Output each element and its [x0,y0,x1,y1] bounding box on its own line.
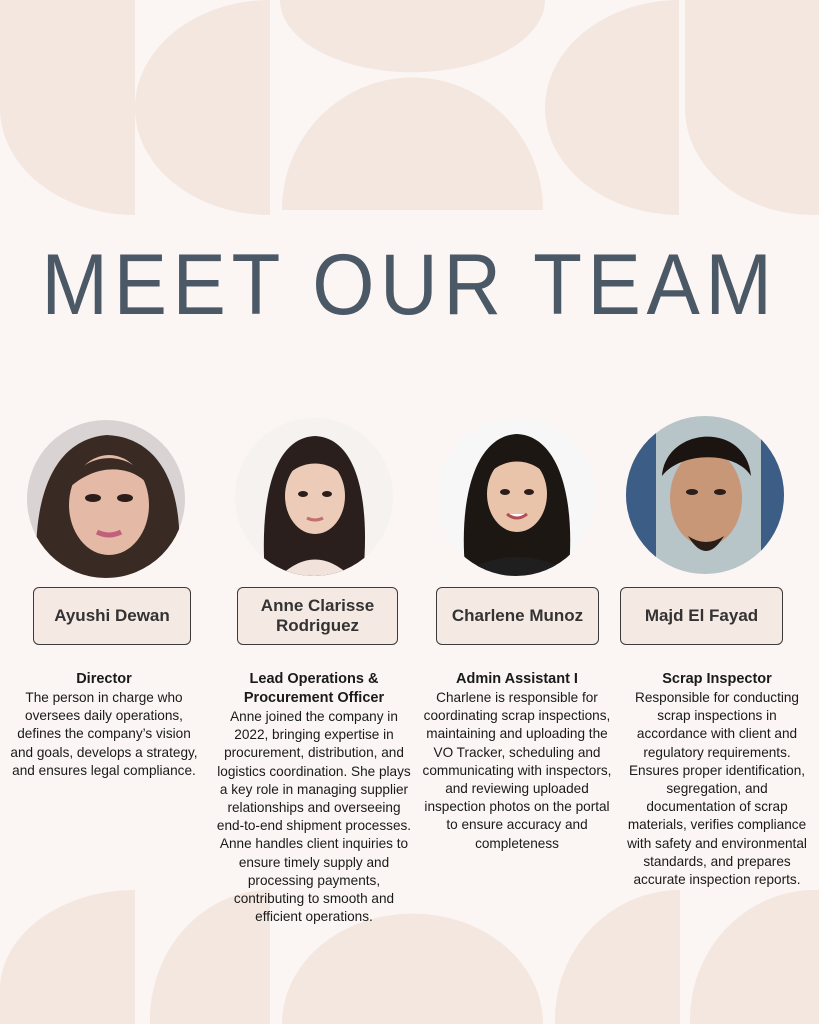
name-box-ayushi [33,587,191,645]
avatar-charlene [437,418,595,576]
member-name: Majd El Fayad [644,606,759,625]
member-role: Lead Operations & Procurement Officer [243,671,385,706]
member-role: Scrap Inspector [662,671,772,687]
member-description: Responsible for conducting scrap inspections in accordance with client and regulatory requirements. Ensures proper identification, segregation, and documentation of scrap materials, verifies compliance with safety and environmental standards, and prepares accurate inspection reports. [627,690,807,888]
avatar-anne [235,418,393,576]
member-name: Ayushi Dewan [54,606,170,625]
member-card-ayushi [10,670,198,780]
member-role: Director [76,671,132,687]
avatar-ayushi [27,420,185,578]
member-role: Admin Assistant I [456,671,578,687]
member-name: Charlene Munoz [451,606,584,625]
member-card-majd [622,670,812,889]
member-card-anne [216,670,412,926]
name-box-anne [237,587,398,645]
member-description: Anne joined the company in 2022, bringing expertise in procurement, distribution, and logistics coordination. She plays a key role in managing supplier relationships and overseeing end-to-end shipment processes. Anne handles client inquiries to ensure timely supply and processing payments, contributing to smooth and efficient operations. [216,709,412,925]
member-name: Anne Clarisse Rodriguez [260,596,375,635]
avatar-majd [626,416,784,574]
member-card-charlene [418,670,616,853]
member-description: Charlene is responsible for coordinating scrap inspections, maintaining and uploading the VO Tracker, scheduling and communicating with inspectors, and reviewing uploaded inspection photos on the portal to ensure accuracy and completeness [422,690,612,851]
member-description: The person in charge who oversees daily operations, defines the company’s vision and goals, develops a strategy, and ensures legal compliance. [10,690,198,778]
page-title: MEET OUR TEAM [41,237,778,333]
name-box-charlene [436,587,599,645]
name-box-majd [620,587,783,645]
